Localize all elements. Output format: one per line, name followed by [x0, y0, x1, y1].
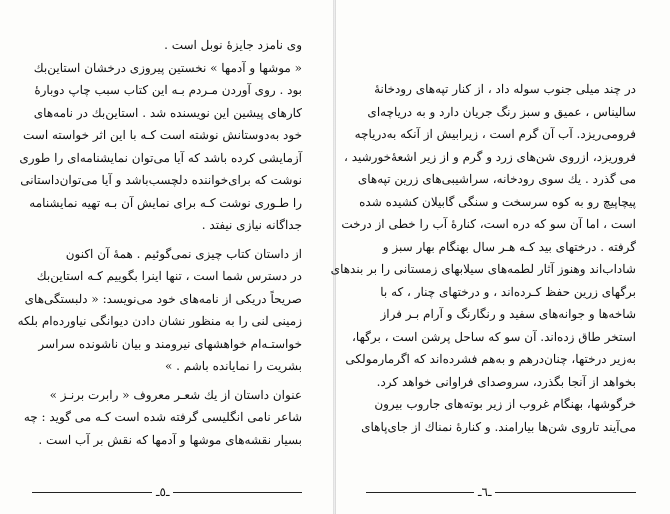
text-line: فروریزد، ازروی شن‌های زرد و گرم و از زیر اشعهٔ‌خورشید ،	[344, 149, 636, 164]
text-line: زمینی لنی را به منظور نشان دادن دیوانگی نیاورده‌ام بلکه	[17, 314, 302, 328]
text-line: شاعر نامی انگلیسی گرفته شده است کـه می گوید : چه	[23, 410, 302, 424]
left-page-text	[17, 34, 302, 451]
text-line: جداگانه نیازی نیفتد .	[201, 218, 302, 232]
text-line: کارهای پیشین این نویسنده شد . استاین‌بك در نامه‌های	[33, 105, 302, 120]
left-page	[0, 0, 334, 514]
text-line: آزمایشی کرده باشد که آیا می‌توان نمایشنامه‌ای را طوری	[19, 150, 302, 165]
text-line: می گذرد . یك سوی رودخانه، سراشیبی‌های زرین تپه‌های	[357, 172, 636, 186]
text-line: به‌زیر درختها، چنان‌درهم و به‌هم فشرده‌اند که اگرمارمولکی	[345, 352, 636, 366]
text-line: از داستان کتاب چیزی نمی‌گوئیم . همهٔ آن اکنون	[65, 246, 302, 261]
page-number: ـ٦ـ	[474, 482, 495, 502]
right-page	[330, 0, 670, 514]
text-line: استخر طاق زده‌اند. آن سو که ساحل پرشن است ، برگها،	[352, 329, 636, 344]
text-line: وی نامزد جایزهٔ نوبل است .	[164, 38, 302, 52]
text-line: شاخه‌ها و جوانه‌های سفید و رنگارنگ و آرام بـر فراز	[380, 307, 636, 321]
text-line: بشریت را نمایانده باشم . »	[164, 359, 302, 373]
text-line: صریحاً دریکی از نامه‌های خود می‌نویسد: « دلبستگی‌های	[24, 291, 302, 306]
text-line: فرومی‌ریزد. آب آن گرم است ، زیرابیش از آنکه به‌دریاچه	[354, 127, 636, 141]
text-line: خرگوشها، بهنگام غروب از زیر بوته‌های جاروب بیرون	[374, 397, 636, 411]
text-line: گرفته . درختهای بید کـه هـر سال بهنگام بهار سبز و	[382, 239, 636, 254]
text-line: بخواهد از آنجا بگذرد، سروصدای فراوانی خواهد کرد.	[376, 374, 636, 389]
right-page-text	[330, 78, 636, 438]
text-line: برگهای زرین حفظ کـرده‌اند ، و درختهای چنار ، که با	[380, 284, 636, 299]
text-line: است ، اما آن سو که دره است، کنارهٔ آب را خطی از درخت	[341, 217, 636, 231]
footer-rule	[366, 492, 636, 493]
text-line: عنوان داستان از یك شعـر معروف « رابرت برنـز »	[49, 387, 302, 402]
text-line: نوشت که برای‌خواننده دلچسب‌باشد و آیا می‌توان‌داستانی	[20, 173, 302, 187]
text-line: را طـوری نوشت کـه برای نمایش آن بـه تهیه نمایشنامه	[29, 195, 302, 210]
text-line: « موشها و آدمها » نخستین پیروزی درخشان استاین‌بك	[33, 60, 302, 75]
text-line: در دسترس شما است ، تنها اینرا بگوییم کـه استاین‌بك	[36, 269, 302, 283]
text-line: پیچاپیچ رو به کوه سرسخت و سنگی گابیلان کشیده شده	[359, 194, 636, 209]
text-line: بود . روی آوردن مـردم بـه این کتاب سبب چاپ دوبارهٔ	[34, 83, 302, 97]
text-line: در چند میلی جنوب سوله داد ، از کنار تپه‌های رودخانهٔ	[374, 82, 636, 96]
text-line: سالیناس ، عمیق و سبز رنگ جریان دارد و به دریاچه‌ای	[367, 104, 636, 119]
page-number: ـ٥ـ	[152, 482, 173, 502]
text-line: خود به‌دوستانش نوشته است کـه با این اثر خواسته است	[23, 128, 302, 142]
text-line: می‌آیند تاروی شن‌ها بیارامند. و کنارهٔ نمناك از جای‌پاهای	[361, 419, 636, 434]
text-line: خواستـه‌ام خواهشهای نیرومند و بیان ناشونده سراسر	[38, 336, 302, 351]
text-line: شاداب‌اند وهنوز آثار لطمه‌های سیلابهای زمستانی را بر بندهای	[330, 262, 636, 276]
text-line: بسیار نقشه‌های موشها و آدمها که نقش بر آب است .	[38, 432, 302, 447]
